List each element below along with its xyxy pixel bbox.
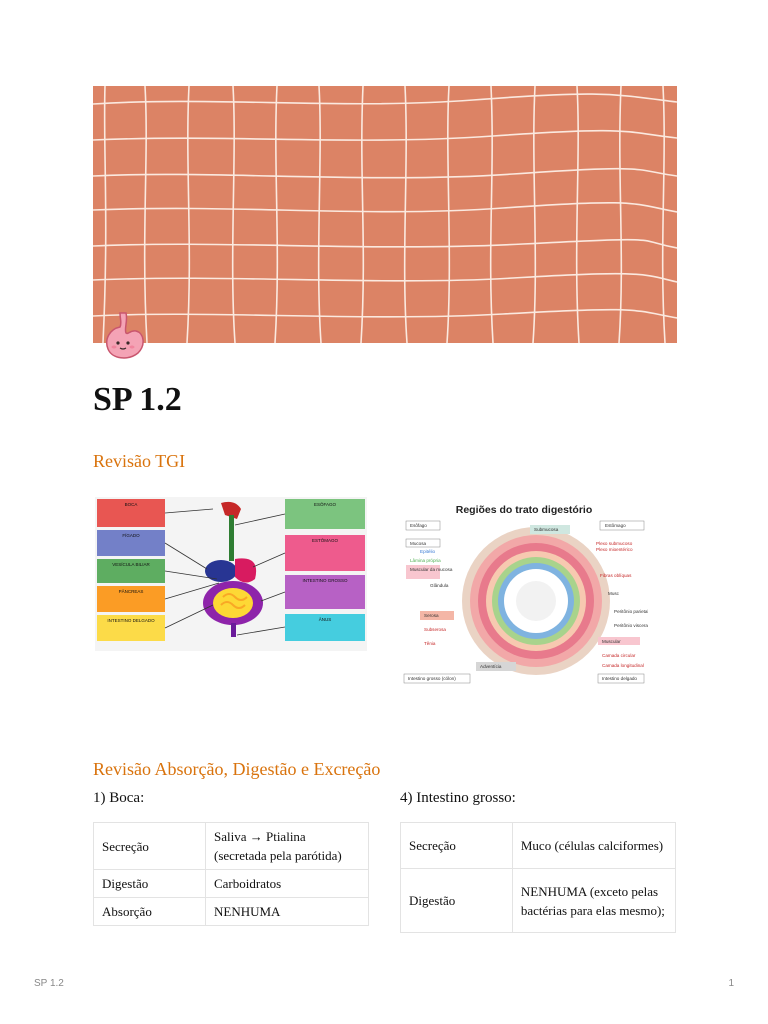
intestino-grosso-table: [400, 822, 676, 933]
label-intestino-grosso: INTESTINO GROSSO: [302, 578, 348, 583]
label-glandula: Glândula: [430, 583, 449, 588]
boca-table: [93, 822, 369, 926]
figure-title: Regiões do trato digestório: [455, 504, 593, 516]
label-mucosa: Mucosa: [410, 541, 427, 546]
label-adventicia: Adventícia: [480, 664, 502, 669]
boca-heading: 1) Boca:: [93, 790, 145, 806]
label-pancreas: PÂNCREAS: [118, 589, 144, 594]
label-esofago: Esôfago: [410, 523, 427, 528]
label-submucosa: Submucosa: [534, 527, 559, 532]
cover-image: [93, 86, 677, 343]
label-subserosa: Subserosa: [424, 627, 446, 632]
label-camada-longitudinal: Camada longitudinal: [602, 663, 644, 668]
table-cell-key: Secreção: [94, 823, 206, 870]
tube-layers: [462, 527, 610, 675]
table-cell-key: Absorção: [94, 898, 206, 926]
intestino-grosso-heading: 4) Intestino grosso:: [400, 790, 516, 806]
label-plexo-submucoso: Plexo submucoso: [596, 541, 633, 546]
page-number: 1: [728, 978, 734, 989]
table-cell-value: Muco (células calciformes): [512, 823, 675, 869]
label-serosa: Serosa: [424, 613, 439, 618]
label-epitelio: Epitélio: [420, 549, 436, 554]
label-plexo-mioenterico: Plexo mioentérico: [596, 547, 633, 552]
table-row: [401, 823, 676, 869]
table-row: [94, 898, 369, 926]
label-fibras-obliquas: Fibras oblíquas: [600, 573, 632, 578]
table-cell-value: Saliva → Ptialina (secretada pela parótida): [205, 823, 368, 870]
table-cell-key: Digestão: [94, 870, 206, 898]
label-camada-circular: Camada circular: [602, 653, 636, 658]
label-muscular-mucosa: Muscular da mucosa: [410, 567, 453, 572]
label-boca: BOCA: [124, 502, 138, 507]
label-tenia: Tênia: [424, 641, 436, 646]
digestive-system-figure: [95, 497, 367, 651]
table-row: [401, 869, 676, 933]
label-estomago: Estômago: [605, 523, 626, 528]
label-musc: Musc: [608, 591, 619, 596]
table-row: [94, 823, 369, 870]
label-peritonio-visceral: Peritônio visceral: [614, 623, 648, 628]
table-cell-key: Secreção: [401, 823, 513, 869]
table-cell-value: NENHUMA (exceto pelas bactérias para elas mesmo);: [512, 869, 675, 933]
table-row: [94, 870, 369, 898]
footer-title: SP 1.2: [34, 978, 64, 989]
section-heading-tgi: Revisão TGI: [93, 451, 186, 471]
page-title: SP 1.2: [93, 381, 182, 418]
stomach-icon: [100, 311, 148, 363]
table-cell-value: Carboidratos: [205, 870, 368, 898]
label-estomago: ESTÔMAGO: [311, 538, 339, 543]
section-heading-absorcao: Revisão Absorção, Digestão e Excreção: [93, 759, 381, 779]
table-cell-value: NENHUMA: [205, 898, 368, 926]
label-intestino-delgado: Intestino delgado: [602, 676, 637, 681]
label-esofago: ESÔFAGO: [313, 502, 337, 507]
label-peritonio-parietal: Peritônio parietal: [614, 609, 648, 614]
label-anus: ÂNUS: [318, 617, 332, 622]
digestive-tract-regions-figure: [400, 497, 648, 687]
label-intestino-grosso: Intestino grosso (cólon): [408, 676, 456, 681]
label-vesicula: VESÍCULA BILIAR: [112, 562, 150, 567]
table-cell-key: Digestão: [401, 869, 513, 933]
label-lamina-propria: Lâmina própria: [410, 558, 441, 563]
label-intestino-delgado: INTESTINO DELGADO: [107, 618, 155, 623]
label-figado: FÍGADO: [122, 533, 140, 538]
label-muscular: Muscular: [602, 639, 621, 644]
